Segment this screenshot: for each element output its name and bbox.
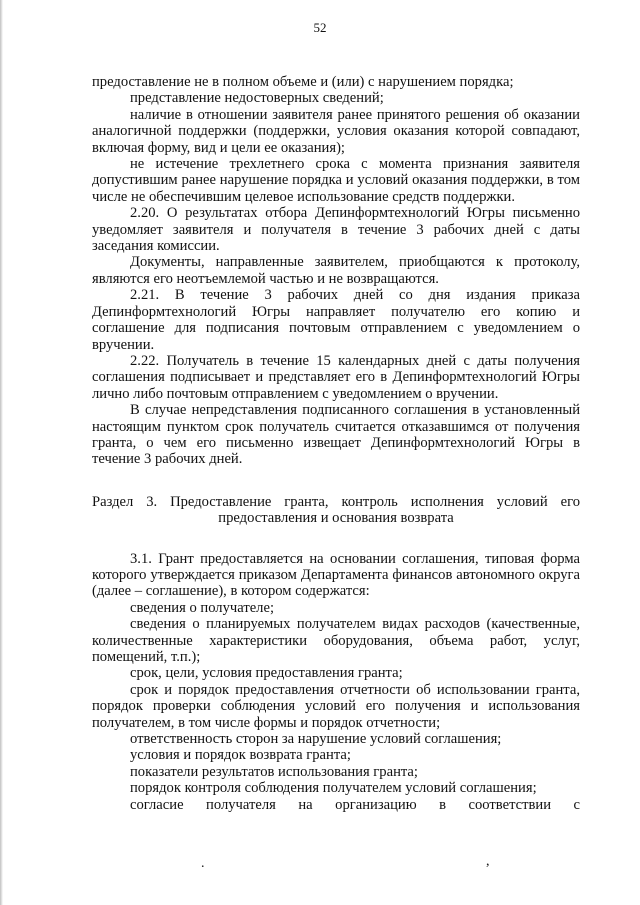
list-item: срок, цели, условия предоставления гранта; — [130, 665, 403, 682]
paragraph-3-1: 3.1. Грант предоставляется на основании соглашения, типовая форма которого утверждается приказом Департамента финансов автономного округа (далее – соглашение), в котором содержатся: — [92, 550, 580, 600]
list-item: показатели результатов использования гранта; — [130, 763, 418, 780]
paragraph: не истечение трехлетнего срока с момента признания заявителя допустившим ранее нарушение порядка и условий оказания поддержки, в том числе не обеспечившим целевое использование средств поддержки. — [92, 156, 580, 205]
paragraph: предоставление не в полном объеме и (или) с нарушением порядка; — [92, 74, 514, 90]
scan-speck: . — [201, 856, 205, 871]
scan-speck: , — [486, 854, 490, 869]
paragraph-2-20: 2.20. О результатах отбора Депинформтехнологий Югры письменно уведомляет заявителя и получателя в течение 3 рабочих дней с даты заседания комиссии. — [92, 205, 580, 255]
paragraph-2-21: 2.21. В течение 3 рабочих дней со дня издания приказа Депинформтехнологий Югры направляет получателю его копию и соглашение для подписания почтовым отправлением с уведомлением о вручении. — [92, 287, 580, 353]
list-item: срок и порядок предоставления отчетности об использовании гранта, порядок проверки соблюдения условий его получения и использования получателем, в том числе формы и порядок отчетности; — [92, 681, 580, 731]
paragraph: В случае непредставления подписанного соглашения в установленный настоящим пунктом срок получатель считается отказавшимся от получения гранта, о чем его письменно извещает Депинформтехнологий Югры в течение 3 рабочих дней. — [92, 402, 580, 468]
section-heading: Раздел 3. Предоставление гранта, контроль исполнения условий его предоставления и основания возврата — [92, 493, 580, 527]
page-number: 52 — [313, 20, 327, 35]
list-item: ответственность сторон за нарушение условий соглашения; — [130, 731, 502, 748]
paragraph: наличие в отношении заявителя ранее принятого решения об оказании аналогичной поддержки (поддержки, условия оказания которой совпадают, включая форму, вид и цели ее оказания); — [92, 106, 580, 156]
document-body — [92, 74, 580, 813]
list-item: сведения о планируемых получателем видах расходов (качественные, количественные характеристики оборудования, объема работ, услуг, помещений, т.п.); — [92, 616, 580, 665]
list-item: согласие получателя на организацию в соответствии с — [130, 796, 580, 813]
paragraph: Документы, направленные заявителем, приобщаются к протоколу, являются его неотъемлемой частью и не возвращаются. — [92, 254, 580, 287]
list-item: сведения о получателе; — [130, 599, 274, 616]
paragraph: представление недостоверных сведений; — [130, 90, 384, 107]
list-item: условия и порядок возврата гранта; — [130, 747, 351, 764]
list-item: порядок контроля соблюдения получателем условий соглашения; — [130, 780, 537, 797]
paragraph-2-22: 2.22. Получатель в течение 15 календарных дней с даты получения соглашения подписывает и представляет его в Депинформтехнологий Югры лично либо почтовым отправлением с уведомлением о вручении. — [92, 352, 580, 402]
scan-edge — [0, 0, 3, 905]
